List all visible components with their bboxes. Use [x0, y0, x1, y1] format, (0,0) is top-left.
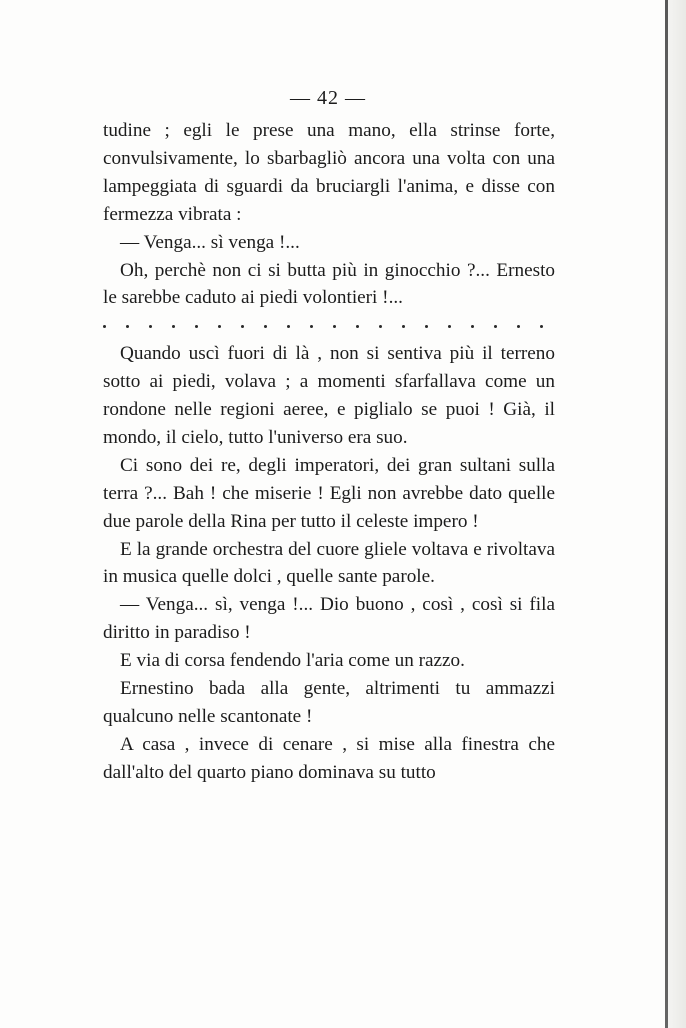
dot [103, 325, 106, 328]
dot [287, 325, 290, 328]
page-edge-shadow [668, 0, 686, 1028]
paragraph: — Venga... sì venga !... [120, 231, 300, 253]
paragraph: E via di corsa fendendo l'aria come un razzo. [120, 650, 465, 672]
body-text [103, 117, 555, 787]
page-edge-line [665, 0, 668, 1028]
dot [379, 325, 382, 328]
dot [241, 325, 244, 328]
dot [126, 325, 129, 328]
dot [195, 325, 198, 328]
paragraph: Ci sono dei re, degli imperatori, dei gran sultani sulla terra ?... Bah ! che miserie ! Egli non avrebbe dato quelle due parole della Rina per tutto il celeste impero ! [103, 454, 555, 532]
dot [471, 325, 474, 328]
paragraph: tudine ; egli le prese una mano, ella strinse forte, convulsivamente, lo sbarbagliò ancora una volta con una lampeggiata di sguardi da bruciargli l'anima, e disse con fermezza vibrata : [103, 120, 555, 225]
paragraph: A casa , invece di cenare , si mise alla finestra che dall'alto del quarto piano dominava su tutto [103, 733, 555, 783]
section-break-dots [103, 312, 543, 340]
dot [264, 325, 267, 328]
dot [540, 325, 543, 328]
dot [448, 325, 451, 328]
dot [494, 325, 497, 328]
dot [333, 325, 336, 328]
dot [356, 325, 359, 328]
paragraph: E la grande orchestra del cuore gliele voltava e rivoltava in musica quelle dolci , quelle sante parole. [103, 538, 555, 588]
dot [517, 325, 520, 328]
dot [425, 325, 428, 328]
dot [172, 325, 175, 328]
dot [218, 325, 221, 328]
paragraph: Quando uscì fuori di là , non si sentiva più il terreno sotto ai piedi, volava ; a momenti sfarfallava come un rondone nelle regioni aeree, e piglialo se puoi ! Già, il mondo, il cielo, tutto l'universo era suo. [103, 343, 555, 448]
paragraph: Ernestino bada alla gente, altrimenti tu ammazzi qualcuno nelle scantonate ! [103, 678, 555, 728]
paragraph: Oh, perchè non ci si butta più in ginocchio ?... Ernesto le sarebbe caduto ai piedi volontieri !... [103, 259, 555, 309]
paragraph: — Venga... sì, venga !... Dio buono , così , così si fila diritto in paradiso ! [103, 594, 555, 644]
page-number: — 42 — [290, 87, 366, 109]
dot [310, 325, 313, 328]
dot [149, 325, 152, 328]
dot [402, 325, 405, 328]
